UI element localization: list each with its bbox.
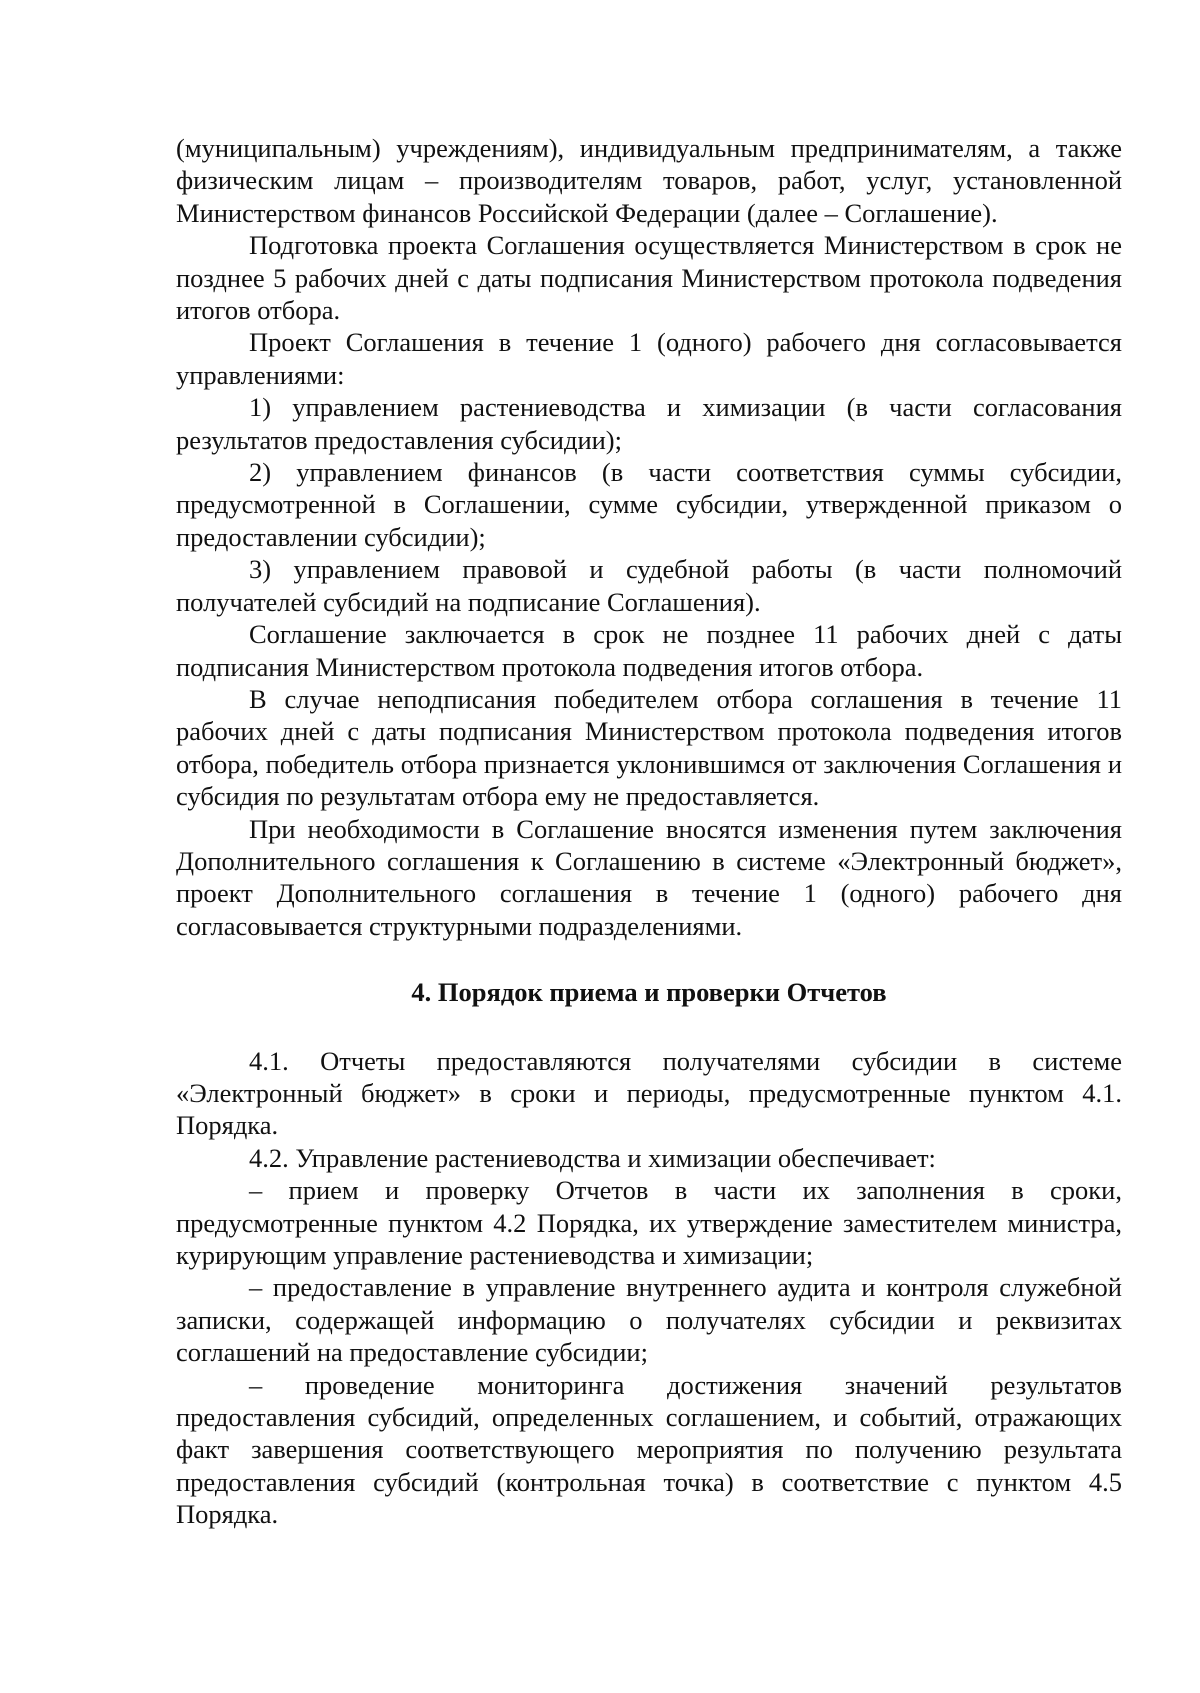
paragraph-4-1: 4.1. Отчеты предоставляются получателями субсидии в системе «Электронный бюджет» в сроки и периоды, предусмотренные пунктом 4.1. Порядка.: [176, 1045, 1122, 1141]
list-item-report-check: – прием и проверку Отчетов в части их заполнения в сроки, предусмотренные пунктом 4.2 Порядка, их утверждение заместителем министра, курирующим управление растениеводства и химизации;: [176, 1175, 1122, 1270]
paragraph-non-signing: В случае неподписания победителем отбора соглашения в течение 11 рабочих дней с даты подписания Министерством протокола подведения итогов отбора, победитель отбора признается уклонившимся от заключения Соглашения и субсидия по результатам отбора ему не предоставляется.: [176, 683, 1122, 812]
list-item-finance-department: 2) управлением финансов (в части соответствия суммы субсидии, предусмотренной в Соглашении, сумме субсидии, утвержденной приказом о предоставлении субсидии);: [176, 457, 1122, 552]
list-item-legal-department: 3) управлением правовой и судебной работы (в части полномочий получателей субсидий на подписание Соглашения).: [176, 554, 1122, 617]
paragraph-draft-approval: Проект Соглашения в течение 1 (одного) рабочего дня согласовывается управлениями:: [176, 327, 1122, 390]
paragraph-4-2: 4.2. Управление растениеводства и химизации обеспечивает:: [249, 1142, 936, 1173]
list-item-monitoring: – проведение мониторинга достижения значений результатов предоставления субсидий, определенных соглашением, и событий, отражающих факт завершения соответствующего мероприятия по получению результата предоставления субсидий (контрольная точка) в соответствие с пунктом 4.5 Порядка.: [176, 1369, 1122, 1530]
paragraph-amendments: При необходимости в Соглашение вносятся изменения путем заключения Дополнительного соглашения к Соглашению в системе «Электронный бюджет», проект Дополнительного соглашения в течение 1 (одного) рабочего дня согласовывается структурными подразделениями.: [176, 813, 1122, 941]
document-body: [176, 132, 1122, 1531]
paragraph-agreement-term: Соглашение заключается в срок не позднее 11 рабочих дней с даты подписания Министерством протокола подведения итогов отбора.: [176, 619, 1122, 682]
list-item-crop-department: 1) управлением растениеводства и химизации (в части согласования результатов предоставления субсидии);: [176, 392, 1122, 455]
list-item-memo-submission: – предоставление в управление внутреннего аудита и контроля служебной записки, содержащей информацию о получателях субсидии и реквизитах соглашений на предоставление субсидии;: [176, 1272, 1122, 1368]
paragraph-draft-preparation: Подготовка проекта Соглашения осуществляется Министерством в срок не позднее 5 рабочих дней с даты подписания Министерством протокола подведения итогов отбора.: [176, 230, 1122, 326]
paragraph-agreement-definition: (муниципальным) учреждениям), индивидуальным предпринимателям, а также физическим лицам – производителям товаров, работ, услуг, установленной Министерством финансов Российской Федерации (далее – Соглашение).: [176, 133, 1122, 228]
section-heading: 4. Порядок приема и проверки Отчетов: [411, 977, 887, 1008]
